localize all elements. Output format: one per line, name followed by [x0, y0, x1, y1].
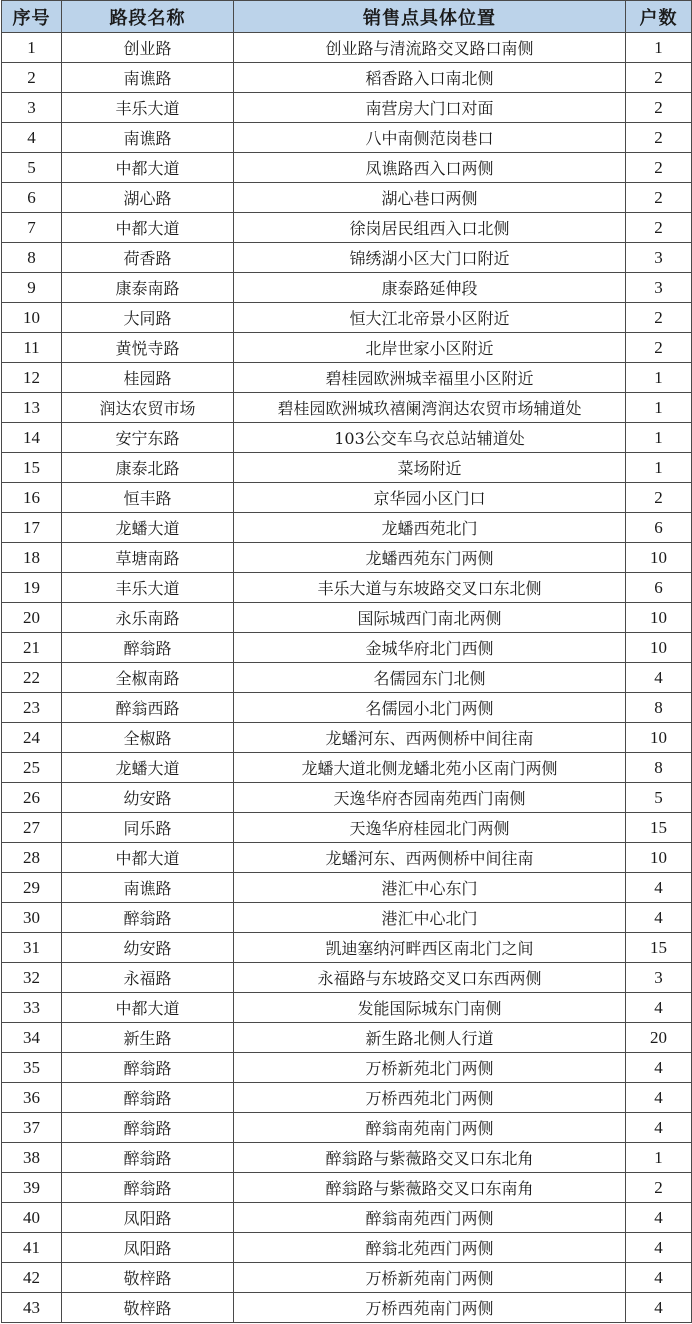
cell-location: 万桥西苑北门两侧: [234, 1083, 626, 1113]
table-row: [2, 453, 692, 483]
cell-serial-number: 29: [2, 873, 62, 903]
table-row: [2, 33, 692, 63]
header-serial-number: 序号: [2, 1, 62, 33]
cell-road-name: 黄悦寺路: [62, 333, 234, 363]
cell-household-count: 1: [626, 1143, 692, 1173]
table-header-row: [2, 1, 692, 33]
table-row: [2, 903, 692, 933]
cell-road-name: 敬梓路: [62, 1293, 234, 1323]
cell-serial-number: 28: [2, 843, 62, 873]
cell-serial-number: 35: [2, 1053, 62, 1083]
cell-location: 港汇中心东门: [234, 873, 626, 903]
cell-road-name: 南谯路: [62, 63, 234, 93]
table-row: [2, 93, 692, 123]
cell-serial-number: 1: [2, 33, 62, 63]
cell-road-name: 醉翁路: [62, 633, 234, 663]
table-row: [2, 1263, 692, 1293]
cell-household-count: 3: [626, 963, 692, 993]
table-row: [2, 813, 692, 843]
table-row: [2, 993, 692, 1023]
cell-household-count: 3: [626, 243, 692, 273]
table-row: [2, 183, 692, 213]
cell-location: 碧桂园欧洲城玖禧阑湾润达农贸市场辅道处: [234, 393, 626, 423]
header-location: 销售点具体位置: [234, 1, 626, 33]
cell-household-count: 6: [626, 513, 692, 543]
cell-household-count: 1: [626, 363, 692, 393]
cell-serial-number: 23: [2, 693, 62, 723]
cell-location: 新生路北侧人行道: [234, 1023, 626, 1053]
table-row: [2, 1023, 692, 1053]
cell-serial-number: 20: [2, 603, 62, 633]
cell-serial-number: 9: [2, 273, 62, 303]
cell-location: 万桥新苑北门两侧: [234, 1053, 626, 1083]
cell-serial-number: 12: [2, 363, 62, 393]
cell-serial-number: 24: [2, 723, 62, 753]
cell-road-name: 醉翁路: [62, 1173, 234, 1203]
cell-location: 金城华府北门西侧: [234, 633, 626, 663]
cell-household-count: 15: [626, 813, 692, 843]
cell-road-name: 草塘南路: [62, 543, 234, 573]
cell-household-count: 2: [626, 93, 692, 123]
cell-road-name: 同乐路: [62, 813, 234, 843]
cell-location: 丰乐大道与东坡路交叉口东北侧: [234, 573, 626, 603]
cell-location: 龙蟠河东、西两侧桥中间往南: [234, 723, 626, 753]
cell-road-name: 康泰北路: [62, 453, 234, 483]
cell-household-count: 4: [626, 1293, 692, 1323]
cell-serial-number: 42: [2, 1263, 62, 1293]
cell-location: 徐岗居民组西入口北侧: [234, 213, 626, 243]
cell-location: 恒大江北帝景小区附近: [234, 303, 626, 333]
cell-household-count: 10: [626, 723, 692, 753]
cell-location: 名儒园东门北侧: [234, 663, 626, 693]
cell-road-name: 幼安路: [62, 933, 234, 963]
cell-road-name: 中都大道: [62, 213, 234, 243]
cell-location: 醉翁北苑西门两侧: [234, 1233, 626, 1263]
cell-serial-number: 14: [2, 423, 62, 453]
cell-serial-number: 40: [2, 1203, 62, 1233]
cell-location: 醉翁南苑西门两侧: [234, 1203, 626, 1233]
cell-serial-number: 2: [2, 63, 62, 93]
cell-location: 龙蟠河东、西两侧桥中间往南: [234, 843, 626, 873]
table-row: [2, 423, 692, 453]
table-row: [2, 393, 692, 423]
cell-serial-number: 17: [2, 513, 62, 543]
table-row: [2, 363, 692, 393]
cell-road-name: 凤阳路: [62, 1203, 234, 1233]
cell-household-count: 4: [626, 1233, 692, 1263]
cell-household-count: 1: [626, 33, 692, 63]
cell-serial-number: 27: [2, 813, 62, 843]
table-row: [2, 753, 692, 783]
vendor-locations-table: [1, 0, 692, 1323]
cell-household-count: 10: [626, 603, 692, 633]
cell-location: 万桥西苑南门两侧: [234, 1293, 626, 1323]
table-row: [2, 303, 692, 333]
table-row: [2, 633, 692, 663]
cell-road-name: 醉翁路: [62, 1083, 234, 1113]
table-row: [2, 1293, 692, 1323]
cell-road-name: 康泰南路: [62, 273, 234, 303]
cell-location: 天逸华府桂园北门两侧: [234, 813, 626, 843]
cell-household-count: 2: [626, 63, 692, 93]
cell-road-name: 中都大道: [62, 993, 234, 1023]
cell-serial-number: 11: [2, 333, 62, 363]
cell-road-name: 湖心路: [62, 183, 234, 213]
cell-household-count: 10: [626, 843, 692, 873]
cell-location: 龙蟠大道北侧龙蟠北苑小区南门两侧: [234, 753, 626, 783]
table-row: [2, 843, 692, 873]
cell-serial-number: 7: [2, 213, 62, 243]
cell-location: 北岸世家小区附近: [234, 333, 626, 363]
cell-location: 龙蟠西苑北门: [234, 513, 626, 543]
cell-serial-number: 41: [2, 1233, 62, 1263]
cell-household-count: 2: [626, 213, 692, 243]
cell-road-name: 龙蟠大道: [62, 753, 234, 783]
cell-location: 凤谯路西入口两侧: [234, 153, 626, 183]
cell-serial-number: 33: [2, 993, 62, 1023]
table-row: [2, 213, 692, 243]
cell-serial-number: 22: [2, 663, 62, 693]
cell-household-count: 2: [626, 1173, 692, 1203]
cell-household-count: 4: [626, 1263, 692, 1293]
cell-household-count: 4: [626, 1053, 692, 1083]
cell-road-name: 创业路: [62, 33, 234, 63]
cell-serial-number: 38: [2, 1143, 62, 1173]
cell-household-count: 2: [626, 183, 692, 213]
cell-road-name: 醉翁路: [62, 903, 234, 933]
cell-serial-number: 6: [2, 183, 62, 213]
cell-serial-number: 19: [2, 573, 62, 603]
cell-household-count: 8: [626, 693, 692, 723]
cell-household-count: 6: [626, 573, 692, 603]
cell-road-name: 中都大道: [62, 153, 234, 183]
cell-location: 菜场附近: [234, 453, 626, 483]
cell-serial-number: 31: [2, 933, 62, 963]
cell-location: 创业路与清流路交叉路口南侧: [234, 33, 626, 63]
cell-household-count: 4: [626, 1083, 692, 1113]
cell-serial-number: 36: [2, 1083, 62, 1113]
header-household-count: 户数: [626, 1, 692, 33]
cell-household-count: 8: [626, 753, 692, 783]
cell-road-name: 永福路: [62, 963, 234, 993]
table-row: [2, 963, 692, 993]
cell-location: 发能国际城东门南侧: [234, 993, 626, 1023]
cell-location: 天逸华府杏园南苑西门南侧: [234, 783, 626, 813]
table-row: [2, 63, 692, 93]
table-row: [2, 333, 692, 363]
cell-household-count: 2: [626, 333, 692, 363]
cell-road-name: 醉翁路: [62, 1143, 234, 1173]
cell-location: 凯迪塞纳河畔西区南北门之间: [234, 933, 626, 963]
cell-road-name: 全椒南路: [62, 663, 234, 693]
cell-road-name: 幼安路: [62, 783, 234, 813]
cell-location: 万桥新苑南门两侧: [234, 1263, 626, 1293]
table-row: [2, 153, 692, 183]
cell-location: 锦绣湖小区大门口附近: [234, 243, 626, 273]
cell-road-name: 桂园路: [62, 363, 234, 393]
cell-household-count: 4: [626, 1203, 692, 1233]
cell-household-count: 20: [626, 1023, 692, 1053]
cell-household-count: 4: [626, 663, 692, 693]
cell-household-count: 4: [626, 993, 692, 1023]
cell-household-count: 1: [626, 393, 692, 423]
cell-location: 碧桂园欧洲城幸福里小区附近: [234, 363, 626, 393]
cell-serial-number: 8: [2, 243, 62, 273]
cell-location: 湖心巷口两侧: [234, 183, 626, 213]
cell-location: 醉翁路与紫薇路交叉口东北角: [234, 1143, 626, 1173]
cell-road-name: 龙蟠大道: [62, 513, 234, 543]
cell-road-name: 润达农贸市场: [62, 393, 234, 423]
cell-location: 永福路与东坡路交叉口东西两侧: [234, 963, 626, 993]
cell-household-count: 15: [626, 933, 692, 963]
cell-location: 名儒园小北门两侧: [234, 693, 626, 723]
cell-location: 醉翁南苑南门两侧: [234, 1113, 626, 1143]
cell-road-name: 新生路: [62, 1023, 234, 1053]
cell-household-count: 2: [626, 153, 692, 183]
cell-household-count: 2: [626, 303, 692, 333]
header-road-name: 路段名称: [62, 1, 234, 33]
cell-road-name: 中都大道: [62, 843, 234, 873]
cell-serial-number: 16: [2, 483, 62, 513]
cell-road-name: 南谯路: [62, 123, 234, 153]
table-row: [2, 273, 692, 303]
cell-location: 103公交车乌衣总站辅道处: [234, 423, 626, 453]
cell-road-name: 南谯路: [62, 873, 234, 903]
cell-serial-number: 43: [2, 1293, 62, 1323]
table-row: [2, 693, 692, 723]
table-row: [2, 513, 692, 543]
cell-serial-number: 32: [2, 963, 62, 993]
cell-serial-number: 34: [2, 1023, 62, 1053]
cell-location: 南营房大门口对面: [234, 93, 626, 123]
cell-location: 八中南侧范岗巷口: [234, 123, 626, 153]
cell-serial-number: 3: [2, 93, 62, 123]
cell-household-count: 10: [626, 543, 692, 573]
cell-serial-number: 26: [2, 783, 62, 813]
cell-road-name: 荷香路: [62, 243, 234, 273]
cell-road-name: 醉翁西路: [62, 693, 234, 723]
cell-household-count: 1: [626, 423, 692, 453]
cell-serial-number: 18: [2, 543, 62, 573]
table-row: [2, 783, 692, 813]
cell-location: 康泰路延伸段: [234, 273, 626, 303]
cell-household-count: 2: [626, 123, 692, 153]
cell-road-name: 全椒路: [62, 723, 234, 753]
table-row: [2, 543, 692, 573]
cell-household-count: 2: [626, 483, 692, 513]
cell-serial-number: 25: [2, 753, 62, 783]
table-row: [2, 723, 692, 753]
cell-location: 稻香路入口南北侧: [234, 63, 626, 93]
cell-serial-number: 15: [2, 453, 62, 483]
table-body: [2, 33, 692, 1323]
cell-road-name: 永乐南路: [62, 603, 234, 633]
cell-road-name: 大同路: [62, 303, 234, 333]
cell-serial-number: 30: [2, 903, 62, 933]
table-row: [2, 123, 692, 153]
cell-road-name: 安宁东路: [62, 423, 234, 453]
cell-road-name: 丰乐大道: [62, 93, 234, 123]
table-row: [2, 933, 692, 963]
cell-household-count: 10: [626, 633, 692, 663]
cell-location: 国际城西门南北两侧: [234, 603, 626, 633]
cell-road-name: 恒丰路: [62, 483, 234, 513]
cell-household-count: 5: [626, 783, 692, 813]
cell-household-count: 4: [626, 1113, 692, 1143]
cell-household-count: 3: [626, 273, 692, 303]
cell-serial-number: 5: [2, 153, 62, 183]
table-row: [2, 603, 692, 633]
table-row: [2, 1143, 692, 1173]
table-row: [2, 873, 692, 903]
table-row: [2, 483, 692, 513]
cell-road-name: 醉翁路: [62, 1053, 234, 1083]
cell-location: 龙蟠西苑东门两侧: [234, 543, 626, 573]
table-row: [2, 1113, 692, 1143]
table-row: [2, 1173, 692, 1203]
table-row: [2, 1203, 692, 1233]
table-row: [2, 243, 692, 273]
cell-household-count: 4: [626, 903, 692, 933]
cell-serial-number: 21: [2, 633, 62, 663]
cell-serial-number: 37: [2, 1113, 62, 1143]
cell-road-name: 丰乐大道: [62, 573, 234, 603]
cell-serial-number: 10: [2, 303, 62, 333]
table-row: [2, 1053, 692, 1083]
cell-serial-number: 13: [2, 393, 62, 423]
cell-road-name: 凤阳路: [62, 1233, 234, 1263]
table-row: [2, 573, 692, 603]
cell-household-count: 4: [626, 873, 692, 903]
table-row: [2, 1233, 692, 1263]
cell-road-name: 醉翁路: [62, 1113, 234, 1143]
cell-household-count: 1: [626, 453, 692, 483]
table-row: [2, 1083, 692, 1113]
table-row: [2, 663, 692, 693]
cell-serial-number: 4: [2, 123, 62, 153]
cell-location: 港汇中心北门: [234, 903, 626, 933]
cell-serial-number: 39: [2, 1173, 62, 1203]
cell-road-name: 敬梓路: [62, 1263, 234, 1293]
cell-location: 醉翁路与紫薇路交叉口东南角: [234, 1173, 626, 1203]
cell-location: 京华园小区门口: [234, 483, 626, 513]
